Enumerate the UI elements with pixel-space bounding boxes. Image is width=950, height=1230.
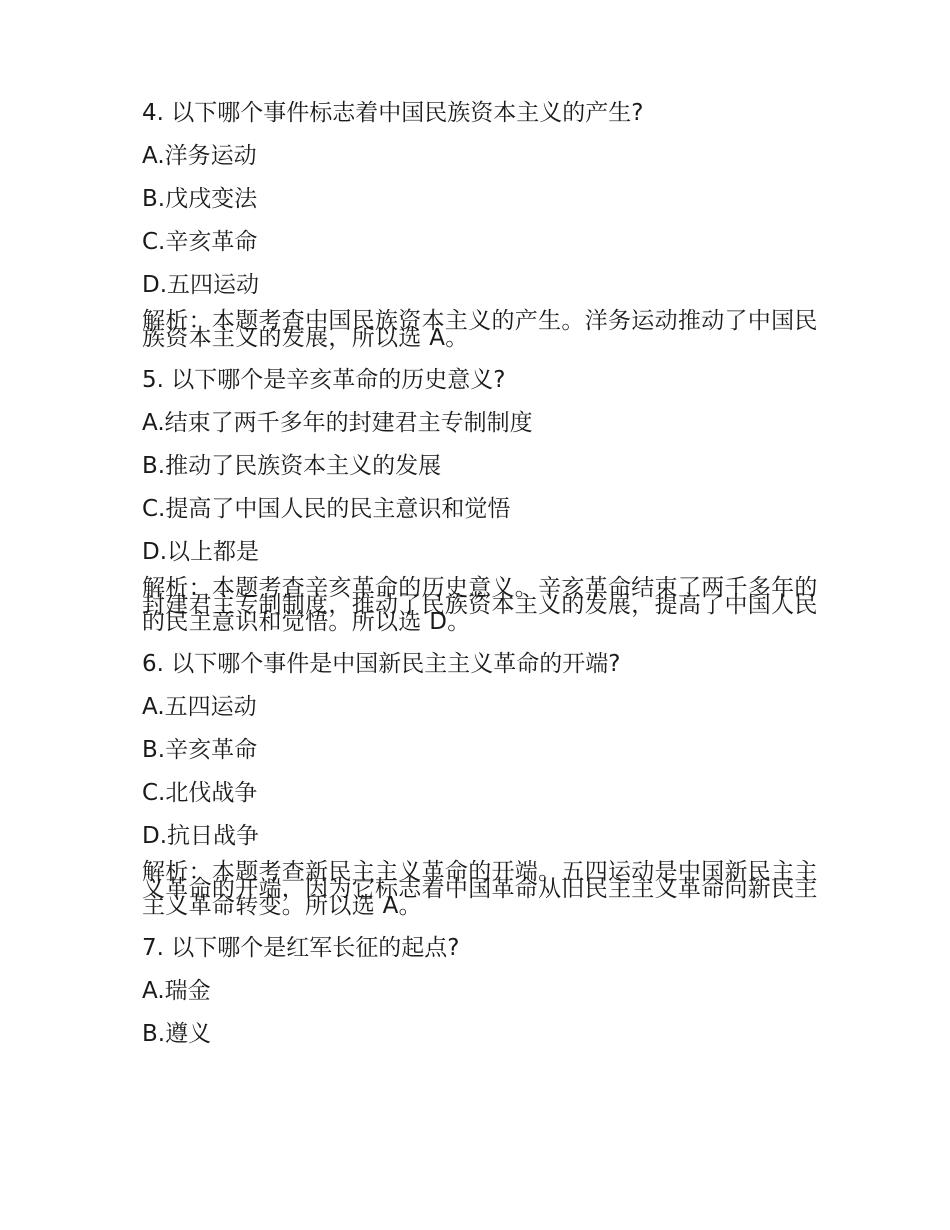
explanation: 解析：本题考查新民主主义革命的开端。五四运动是中国新民主主义革命的开端，因为它标志着中国革命从旧民主主义革命向新民主主义革命转变。所以选 A。	[142, 859, 818, 919]
question-7	[142, 933, 822, 1049]
explanation: 解析：本题考查中国民族资本主义的产生。洋务运动推动了中国民族资本主义的发展，所以选 A。	[142, 308, 818, 351]
option-d: D.抗日战争	[142, 823, 260, 849]
option-b: B.辛亥革命	[142, 737, 258, 763]
question-stem: 4. 以下哪个事件标志着中国民族资本主义的产生?	[142, 100, 644, 126]
option-c: C.提高了中国人民的民主意识和觉悟	[142, 496, 511, 522]
option-a: A.洋务运动	[142, 143, 257, 169]
question-stem: 7. 以下哪个是红军长征的起点?	[142, 935, 460, 961]
question-4	[142, 98, 822, 351]
option-c: C.北伐战争	[142, 780, 258, 806]
option-a: A.五四运动	[142, 694, 257, 720]
document-page	[142, 98, 822, 1062]
explanation: 解析：本题考查辛亥革命的历史意义。辛亥革命结束了两千多年的封建君主专制制度，推动了民族资本主义的发展，提高了中国人民的民主意识和觉悟。所以选 D。	[142, 575, 818, 635]
option-b: B.遵义	[142, 1021, 212, 1047]
question-5	[142, 365, 822, 635]
option-a: A.结束了两千多年的封建君主专制制度	[142, 410, 533, 436]
option-b: B.推动了民族资本主义的发展	[142, 453, 442, 479]
question-stem: 6. 以下哪个事件是中国新民主主义革命的开端?	[142, 651, 621, 677]
option-b: B.戊戌变法	[142, 186, 258, 212]
option-d: D.以上都是	[142, 539, 260, 565]
question-stem: 5. 以下哪个是辛亥革命的历史意义?	[142, 367, 506, 393]
option-c: C.辛亥革命	[142, 229, 258, 255]
question-6	[142, 649, 822, 919]
option-a: A.瑞金	[142, 978, 211, 1004]
option-d: D.五四运动	[142, 272, 260, 298]
